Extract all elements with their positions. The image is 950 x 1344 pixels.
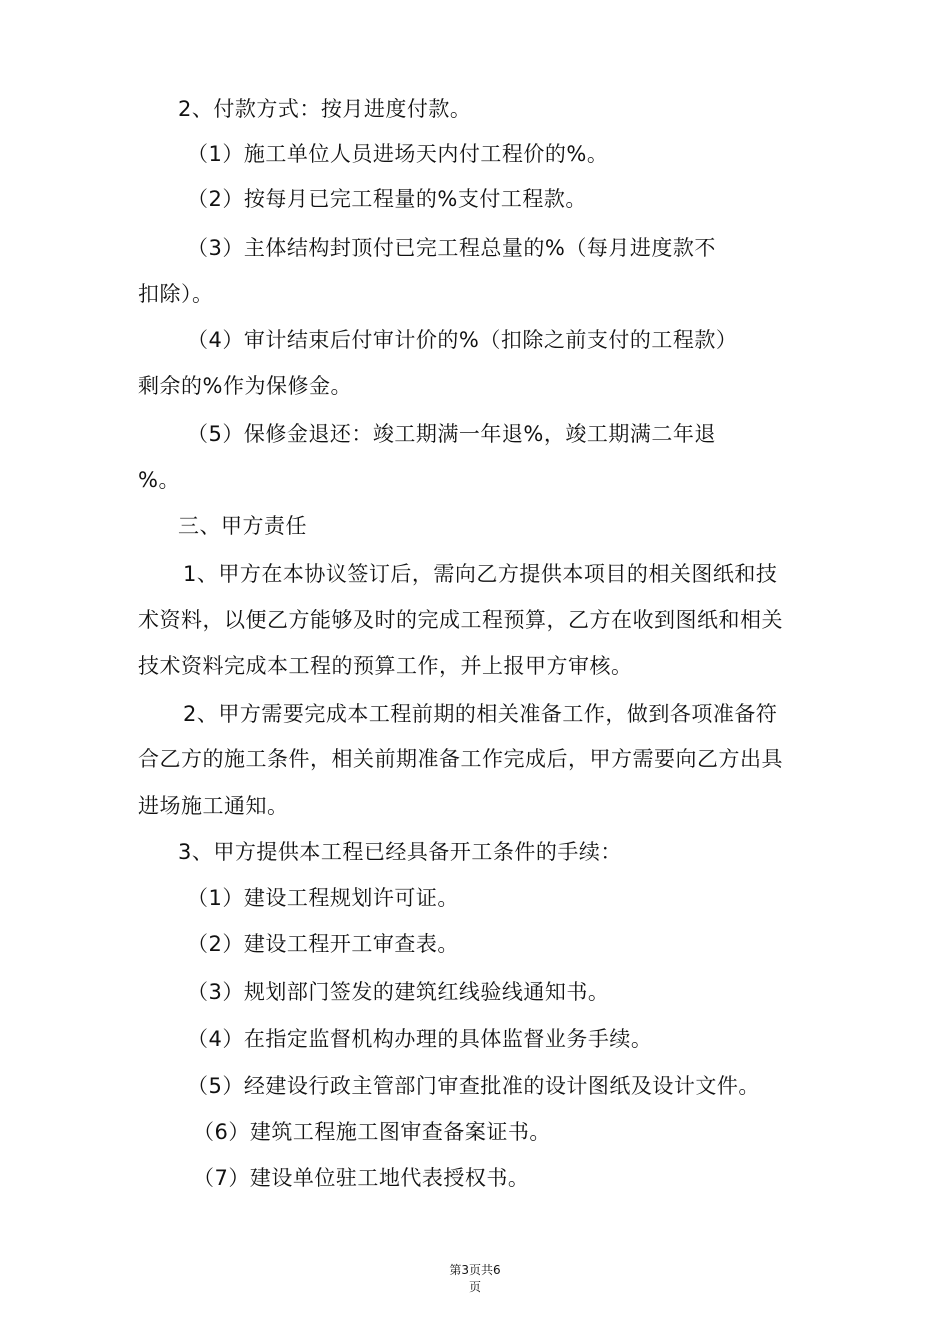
payment-item-4-cont: 剩余的%作为保修金。 [138, 374, 352, 398]
party-a-clause-2: 2、甲方需要完成本工程前期的相关准备工作，做到各项准备符 [183, 702, 778, 726]
payment-item-5-cont: %。 [138, 468, 180, 492]
party-a-clause-2-cont-2: 进场施工通知。 [138, 794, 289, 818]
page-number-line-1: 第3页共6 [449, 1263, 501, 1277]
payment-item-4: （4）审计结束后付审计价的%（扣除之前支付的工程款） [187, 328, 738, 352]
permit-item-2: （2）建设工程开工审查表。 [187, 932, 459, 956]
permit-item-6: （6）建筑工程施工图审查备案证书。 [193, 1120, 551, 1144]
party-a-clause-1-cont-1: 术资料，以便乙方能够及时的完成工程预算，乙方在收到图纸和相关 [138, 608, 783, 632]
party-a-clause-1: 1、甲方在本协议签订后，需向乙方提供本项目的相关图纸和技 [183, 562, 778, 586]
payment-item-2: （2）按每月已完工程量的%支付工程款。 [187, 187, 587, 211]
permit-item-3: （3）规划部门签发的建筑红线验线通知书。 [187, 980, 610, 1004]
permit-item-5: （5）经建设行政主管部门审查批准的设计图纸及设计文件。 [187, 1074, 760, 1098]
permit-item-7: （7）建设单位驻工地代表授权书。 [193, 1166, 530, 1190]
payment-item-1: （1）施工单位人员进场天内付工程价的%。 [187, 142, 609, 166]
permit-item-4: （4）在指定监督机构办理的具体监督业务手续。 [187, 1027, 653, 1051]
party-a-clause-1-cont-2: 技术资料完成本工程的预算工作，并上报甲方审核。 [138, 654, 633, 678]
payment-item-3: （3）主体结构封顶付已完工程总量的%（每月进度款不 [187, 236, 716, 260]
permit-item-1: （1）建设工程规划许可证。 [187, 886, 459, 910]
payment-item-5: （5）保修金退还：竣工期满一年退%，竣工期满二年退 [187, 422, 716, 446]
party-a-clause-3: 3、甲方提供本工程已经具备开工条件的手续： [178, 840, 622, 864]
payment-method-heading: 2、付款方式：按月进度付款。 [178, 97, 472, 121]
party-a-clause-2-cont-1: 合乙方的施工条件，相关前期准备工作完成后，甲方需要向乙方出具 [138, 747, 783, 771]
page-number-line-2: 页 [468, 1280, 481, 1294]
section-heading-party-a: 三、甲方责任 [178, 514, 307, 538]
payment-item-3-cont: 扣除）。 [138, 282, 214, 306]
